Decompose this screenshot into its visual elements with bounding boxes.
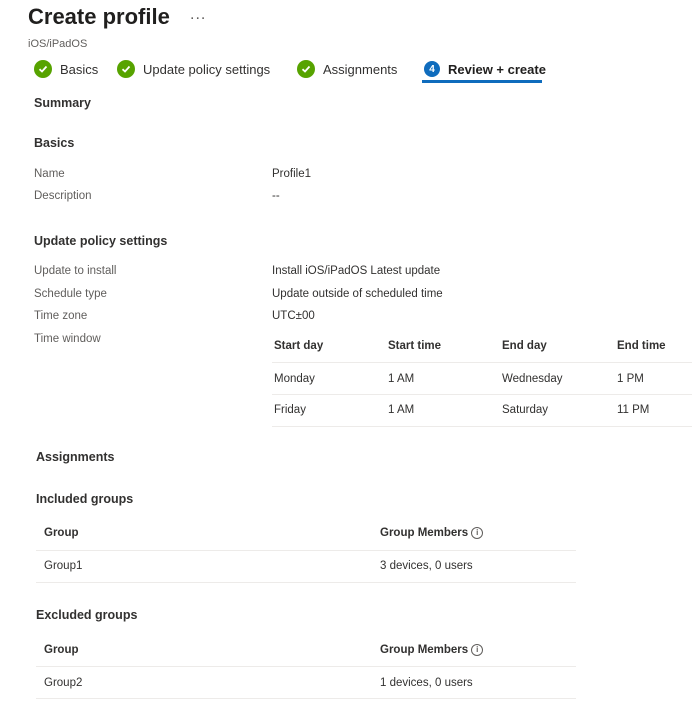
included-groups-heading: Included groups (36, 492, 134, 506)
table-divider (36, 698, 576, 699)
info-icon[interactable]: i (471, 527, 483, 539)
summary-heading: Summary (34, 96, 91, 110)
step-assignments[interactable] (297, 58, 397, 80)
time-window-col-start-day: Start day (274, 340, 324, 352)
update-to-install-label: Update to install (34, 265, 117, 277)
excluded-group-name: Group2 (44, 677, 83, 689)
table-divider (36, 666, 576, 667)
time-window-cell: Monday (274, 373, 315, 385)
time-window-col-end-day: End day (502, 340, 547, 352)
table-divider (36, 550, 576, 551)
info-icon[interactable]: i (471, 644, 483, 656)
schedule-type-value: Update outside of scheduled time (272, 288, 443, 300)
step-label: Basics (60, 61, 99, 77)
excluded-group-members: 1 devices, 0 users (380, 677, 473, 689)
description-value: -- (272, 190, 280, 202)
time-window-cell: Saturday (502, 404, 549, 416)
excluded-groups-heading: Excluded groups (36, 608, 138, 622)
name-value: Profile1 (272, 168, 311, 180)
page-title: Create profile (28, 4, 170, 29)
included-group-name: Group1 (44, 560, 83, 572)
included-group-members: 3 devices, 0 users (380, 560, 473, 572)
active-step-indicator (422, 80, 542, 83)
time-window-cell: 1 AM (388, 404, 415, 416)
page-subtitle: iOS/iPadOS (28, 38, 88, 50)
update-policy-heading: Update policy settings (34, 234, 168, 248)
table-divider (272, 362, 692, 363)
time-window-label: Time window (34, 333, 101, 345)
step-number-badge: 4 (424, 61, 440, 77)
assignments-heading: Assignments (36, 450, 115, 464)
time-window-cell: Friday (274, 404, 306, 416)
time-zone-value: UTC±00 (272, 310, 315, 322)
time-window-col-end-time: End time (617, 340, 666, 352)
step-basics[interactable] (34, 58, 98, 80)
excluded-col-group: Group (44, 644, 79, 656)
included-col-group: Group (44, 527, 79, 539)
checkmark-circle-icon (117, 60, 135, 78)
excluded-col-members: Group Members i (380, 644, 483, 656)
table-divider (272, 394, 692, 395)
time-window-cell: 1 AM (388, 373, 415, 385)
step-label: Update policy settings (143, 61, 271, 77)
time-window-cell: Wednesday (502, 373, 563, 385)
name-label: Name (34, 168, 65, 180)
time-zone-label: Time zone (34, 310, 88, 322)
basics-heading: Basics (34, 136, 75, 150)
table-divider (36, 582, 576, 583)
step-label: Review + create (448, 61, 546, 77)
time-window-col-start-time: Start time (388, 340, 442, 352)
update-to-install-value: Install iOS/iPadOS Latest update (272, 265, 441, 277)
checkmark-circle-icon (297, 60, 315, 78)
more-options-button[interactable]: ... (190, 6, 207, 23)
step-label: Assignments (323, 61, 398, 77)
table-divider (272, 426, 692, 427)
description-label: Description (34, 190, 92, 202)
step-update-policy-settings[interactable] (117, 58, 270, 80)
checkmark-circle-icon (34, 60, 52, 78)
included-col-members: Group Members i (380, 527, 483, 539)
time-window-cell: 1 PM (617, 373, 644, 385)
time-window-cell: 11 PM (617, 404, 650, 416)
schedule-type-label: Schedule type (34, 288, 107, 300)
step-review-create[interactable] (424, 58, 546, 80)
